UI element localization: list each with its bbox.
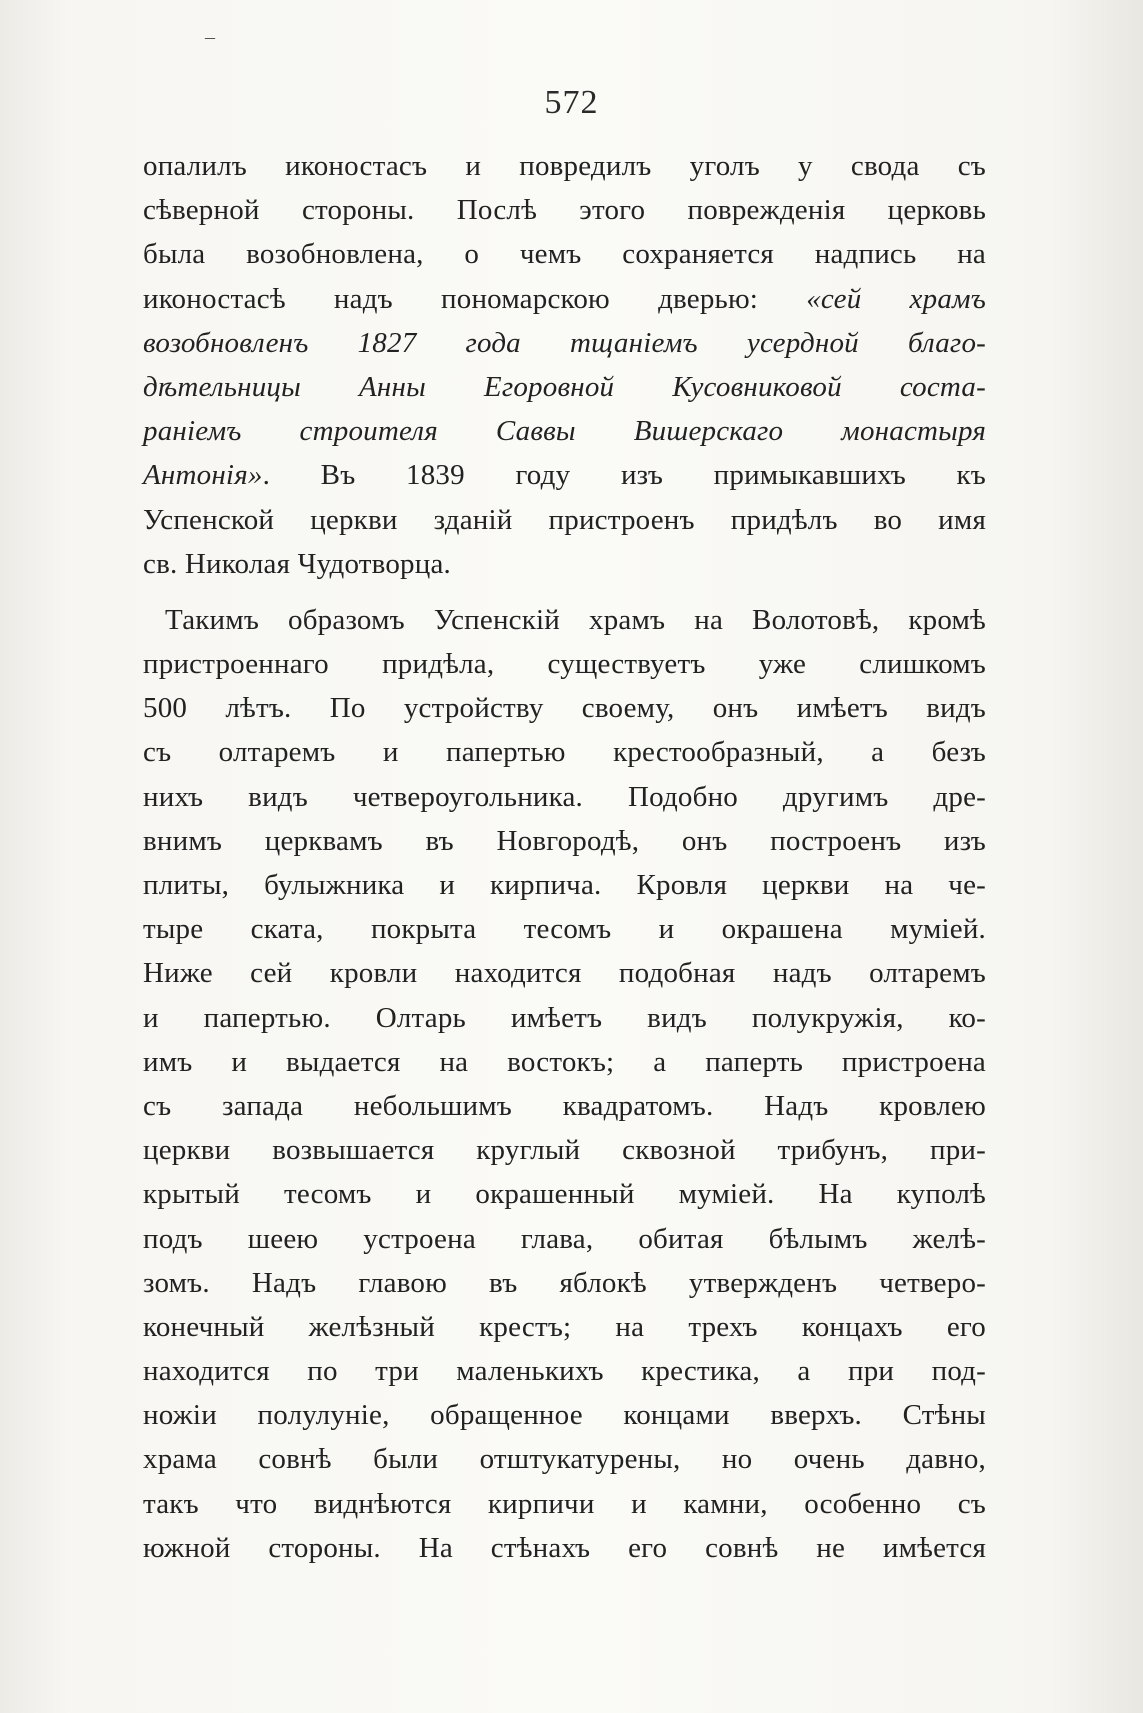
text-span: съ запада небольшимъ квадратомъ. Надъ кровлею <box>143 1089 986 1122</box>
text-span: внимъ церквамъ въ Новгородѣ, онъ построенъ изъ <box>143 824 986 857</box>
text-span: иконостасѣ надъ пономарскою дверью: <box>143 282 807 315</box>
text-line <box>143 453 986 497</box>
text-line <box>143 277 986 321</box>
text-span: съ олтаремъ и папертью крестообразный, а безъ <box>143 736 986 769</box>
text-line <box>143 1437 986 1481</box>
text-line <box>143 188 986 232</box>
body-text <box>143 144 986 1570</box>
text-line <box>143 775 986 819</box>
text-span: св. Николая Чудотворца. <box>143 547 451 580</box>
text-line <box>143 819 986 863</box>
italic-quote-span: Антонія» <box>143 459 263 492</box>
text-span: была возобновлена, о чемъ сохраняется надпись на <box>143 238 986 271</box>
text-line <box>143 498 986 542</box>
text-span: подъ шеею устроена глава, обитая бѣлымъ желѣ- <box>143 1222 986 1255</box>
text-span: и папертью. Олтарь имѣетъ видъ полукружія, ко- <box>143 1001 986 1034</box>
text-span: нихъ видъ четвероугольника. Подобно другимъ дре- <box>143 780 986 813</box>
text-span: пристроеннаго придѣла, существуетъ уже слишкомъ <box>143 648 986 681</box>
text-line <box>143 1393 986 1437</box>
text-line <box>143 409 986 453</box>
text-span: конечный желѣзный крестъ; на трехъ концахъ его <box>143 1310 986 1343</box>
paragraph <box>143 144 986 586</box>
text-span: ножіи полулуніе, обращенное концами вверхъ. Стѣны <box>143 1399 986 1432</box>
text-span: зомъ. Надъ главою въ яблокѣ утвержденъ четверо- <box>143 1266 986 1299</box>
text-line <box>143 144 986 188</box>
page-mark: – <box>205 26 215 48</box>
text-span: Ниже сей кровли находится подобная надъ олтаремъ <box>143 957 986 990</box>
text-span: находится по три маленькихъ крестика, а при под- <box>143 1355 986 1388</box>
text-line <box>143 1217 986 1261</box>
text-line <box>143 1128 986 1172</box>
paragraph-gap <box>143 586 986 598</box>
text-span: плиты, булыжника и кирпича. Кровля церкви на че- <box>143 869 986 901</box>
text-span: Такимъ образомъ Успенскій храмъ на Волотовѣ, кромѣ <box>165 603 986 636</box>
text-span: . Въ 1839 году изъ примыкавшихъ къ <box>262 459 986 492</box>
text-line <box>143 321 986 365</box>
paragraph <box>143 598 986 1570</box>
text-span: южной стороны. На стѣнахъ его совнѣ не имѣется <box>143 1531 986 1564</box>
text-line <box>143 1526 986 1570</box>
text-span: Успенской церкви зданій пристроенъ придѣлъ во имя <box>143 503 986 536</box>
text-line <box>143 1172 986 1216</box>
text-line <box>143 1482 986 1526</box>
text-span: 500 лѣтъ. По устройству своему, онъ имѣетъ видъ <box>143 692 986 725</box>
text-line <box>143 365 986 409</box>
text-span: имъ и выдается на востокъ; а паперть пристроена <box>143 1045 986 1078</box>
text-line <box>143 1261 986 1305</box>
italic-quote-span: дѣтельницы Анны Егоровной Кусовниковой соста- <box>143 370 986 403</box>
text-line <box>143 642 986 686</box>
text-line <box>143 730 986 774</box>
italic-quote-span: «сей храмъ <box>806 282 986 315</box>
text-span: опалилъ иконостасъ и повредилъ уголъ у свода съ <box>143 150 986 182</box>
text-line <box>143 951 986 995</box>
text-span: храма совнѣ были отштукатурены, но очень давно, <box>143 1443 986 1476</box>
text-line <box>143 1305 986 1349</box>
text-line <box>143 232 986 276</box>
text-span: сѣверной стороны. Послѣ этого поврежденія церковь <box>143 194 986 227</box>
text-line <box>143 863 986 907</box>
text-line <box>143 1349 986 1393</box>
text-line <box>143 1040 986 1084</box>
italic-quote-span: раніемъ строителя Саввы Вишерскаго монастыря <box>143 415 986 448</box>
text-span: церкви возвышается круглый сквозной трибунъ, при- <box>143 1134 986 1167</box>
italic-quote-span: возобновленъ 1827 года тщаніемъ усердной благо- <box>143 326 986 359</box>
text-line <box>143 686 986 730</box>
text-line <box>143 907 986 951</box>
text-span: крытый тесомъ и окрашенный муміей. На куполѣ <box>143 1178 986 1211</box>
text-span: такъ что виднѣются кирпичи и камни, особенно съ <box>143 1487 986 1520</box>
page-number: 572 <box>544 84 599 121</box>
text-line <box>143 1084 986 1128</box>
text-line <box>143 542 986 586</box>
text-span: тыре ската, покрыта тесомъ и окрашена муміей. <box>143 913 986 946</box>
text-line <box>143 996 986 1040</box>
text-line <box>143 598 986 642</box>
